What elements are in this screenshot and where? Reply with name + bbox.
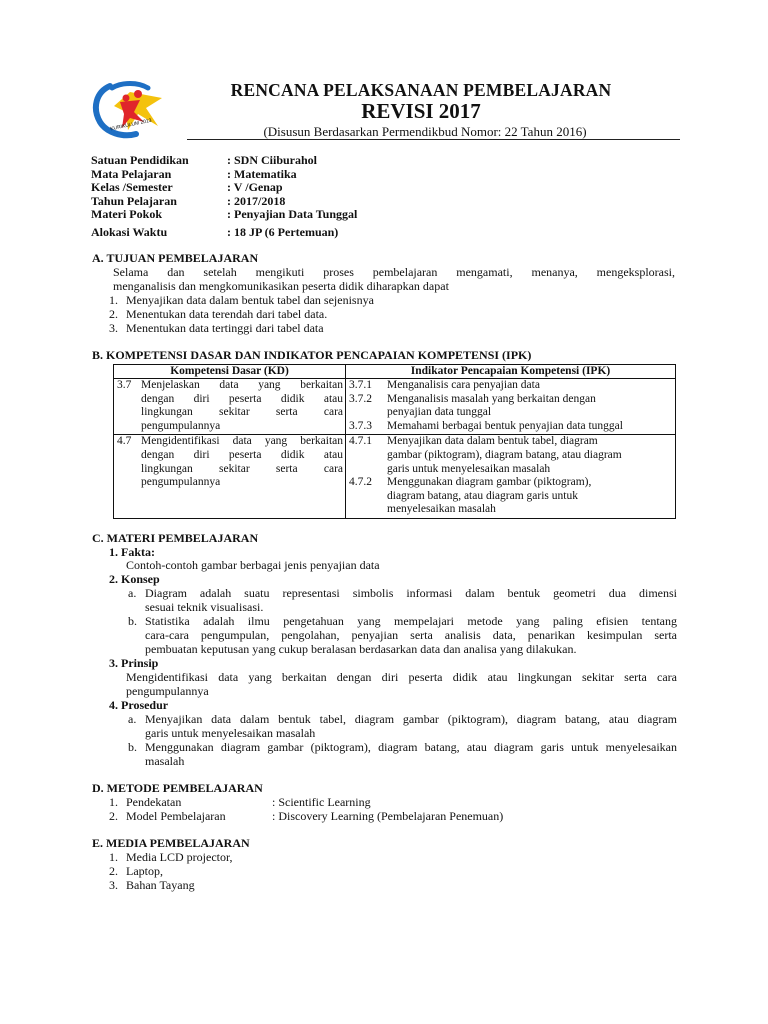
kurikulum-logo [88, 78, 172, 142]
header-divider [187, 139, 680, 140]
list-item: Media LCD projector, [126, 850, 233, 864]
ipk-line: diagram batang, atau diagram garis untuk [387, 489, 578, 502]
method-label: Pendekatan [126, 795, 182, 809]
method-value: : Discovery Learning (Pembelajaran Penemuan) [272, 809, 504, 823]
paragraph-line: Menggunakan diagram gambar (piktogram), diagram batang, atau diagram garis untuk menyelesaikan [145, 740, 677, 754]
list-letter: b. [128, 614, 137, 628]
list-letter: a. [128, 586, 137, 600]
paragraph-line: Contoh-contoh gambar berbagai jenis penyajian data [126, 558, 380, 572]
ipk-line: gambar (piktogram), diagram batang, atau diagram [387, 448, 622, 461]
list-number: 3. [109, 321, 118, 335]
list-item: Laptop, [126, 864, 163, 878]
ipk-number: 4.7.2 [349, 476, 372, 489]
list-number: 2. [109, 864, 118, 878]
ipk-line: Menganalisis masalah yang berkaitan dengan [387, 392, 596, 405]
identity-key: Kelas /Semester [91, 180, 173, 194]
ipk-cell [346, 379, 676, 435]
kd-cell [114, 435, 346, 519]
identity-value: : 18 JP (6 Pertemuan) [227, 225, 339, 239]
identity-value: : 2017/2018 [227, 193, 286, 208]
ipk-line: Menyajikan data dalam bentuk tabel, diagram [387, 435, 598, 448]
ipk-number: 3.7.1 [349, 379, 372, 391]
kd-number: 4.7 [117, 435, 132, 448]
kd-line: pengumpulannya [141, 419, 221, 432]
subsection-title: 2. Konsep [109, 572, 160, 586]
section-a-intro-line: menganalisis dan mengkomunikasikan peserta didik diharapkan dapat [113, 279, 449, 293]
list-item: Menentukan data terendah dari tabel data. [126, 307, 328, 321]
list-number: 1. [109, 850, 118, 864]
section-e-heading: E. MEDIA PEMBELAJARAN [92, 836, 250, 850]
list-number: 3. [109, 878, 118, 892]
paragraph-line: garis untuk menyelesaikan masalah [145, 726, 316, 740]
col-header-kd: Kompetensi Dasar (KD) [114, 365, 346, 379]
list-letter: a. [128, 712, 137, 726]
identity-key: Tahun Pelajaran [91, 193, 177, 208]
kd-line: lingkungan sekitar serta cara [141, 462, 343, 475]
method-value: : Scientific Learning [272, 795, 371, 809]
identity-key: Mata Pelajaran [91, 166, 172, 181]
paragraph-line: Diagram adalah suatu representasi simbolis informasi dalam bentuk geometri dua dimensi [145, 586, 677, 600]
document-title: RENCANA PELAKSANAAN PEMBELAJARAN [230, 80, 612, 100]
paragraph-line: cara-cara pengumpulan, pengolahan, penyajian serta analisis data, penarikan kesimpulan serta [145, 628, 677, 642]
identity-key: Materi Pokok [91, 207, 162, 221]
list-number: 1. [109, 795, 118, 809]
ipk-number: 4.7.1 [349, 435, 372, 448]
subsection-title: 1. Fakta: [109, 545, 155, 559]
list-number: 1. [109, 293, 118, 307]
section-a-intro-line: Selama dan setelah mengikuti proses pembelajaran mengamati, menanya, mengeksplorasi, [113, 265, 675, 279]
ipk-cell [346, 435, 676, 519]
kd-line: dengan diri peserta didik atau [141, 448, 343, 461]
paragraph-line: pengumpulannya [126, 684, 209, 698]
kd-line: Menjelaskan data yang berkaitan [141, 379, 343, 391]
identity-value: : SDN Ciiburahol [227, 153, 318, 167]
list-number: 2. [109, 307, 118, 321]
document-revision: REVISI 2017 [361, 99, 481, 123]
paragraph-line: pembuatan keputusan yang cukup beralasan berdasarkan data dan analisa yang dilakukan. [145, 642, 577, 656]
kd-line: Mengidentifikasi data yang berkaitan [141, 435, 343, 448]
table-row [114, 435, 676, 519]
identity-value: : V /Genap [227, 180, 283, 194]
section-a-heading: A. TUJUAN PEMBELAJARAN [92, 251, 259, 265]
list-item: Menyajikan data dalam bentuk tabel dan sejenisnya [126, 293, 374, 307]
table-row [114, 379, 676, 435]
ipk-line: garis untuk menyelesaikan masalah [387, 462, 551, 475]
subsection-title: 4. Prosedur [109, 698, 169, 712]
col-header-ipk: Indikator Pencapaian Kompetensi (IPK) [346, 365, 676, 379]
identity-key: Alokasi Waktu [91, 225, 168, 239]
kd-ipk-table [113, 364, 676, 519]
ipk-number: 3.7.2 [349, 392, 372, 405]
list-item: Menentukan data tertinggi dari tabel data [126, 321, 324, 335]
ipk-number: 3.7.3 [349, 419, 372, 432]
kd-cell [114, 379, 346, 435]
paragraph-line: Mengidentifikasi data yang berkaitan dengan diri peserta didik atau lingkungan sekitar serta cara [126, 670, 677, 684]
paragraph-line: Statistika adalah ilmu pengetahuan yang mempelajari metode yang paling efisien tentang [145, 614, 677, 628]
kd-number: 3.7 [117, 379, 132, 391]
identity-key: Satuan Pendidikan [91, 153, 189, 167]
section-d-heading: D. METODE PEMBELAJARAN [92, 781, 263, 795]
ipk-line: Menggunakan diagram gambar (piktogram), [387, 476, 592, 489]
ipk-line: Memahami berbagai bentuk penyajian data tunggal [387, 419, 623, 432]
document-subtitle: (Disusun Berdasarkan Permendikbud Nomor: 22 Tahun 2016) [263, 124, 587, 139]
subsection-title: 3. Prinsip [109, 656, 159, 670]
paragraph-line: Menyajikan data dalam bentuk tabel, diagram gambar (piktogram), diagram batang, atau diagram [145, 712, 677, 726]
paragraph-line: sesuai teknik visualisasi. [145, 600, 264, 614]
kd-line: lingkungan sekitar serta cara [141, 406, 343, 419]
ipk-line: penyajian data tunggal [387, 406, 492, 419]
method-label: Model Pembelajaran [126, 809, 226, 823]
ipk-line: Menganalisis cara penyajian data [387, 379, 540, 391]
list-number: 2. [109, 809, 118, 823]
kurikulum-logo-text: KURIKULUM 2013 [109, 117, 153, 133]
list-letter: b. [128, 740, 137, 754]
identity-value: : Matematika [227, 166, 297, 181]
list-item: Bahan Tayang [126, 878, 195, 892]
section-b-heading: B. KOMPETENSI DASAR DAN INDIKATOR PENCAPAIAN KOMPETENSI (IPK) [92, 348, 532, 362]
paragraph-line: masalah [145, 754, 185, 768]
table-header-row [114, 365, 676, 379]
kurikulum-logo-icon [88, 78, 172, 142]
kd-line: dengan diri peserta didik atau [141, 392, 343, 405]
kd-line: pengumpulannya [141, 476, 221, 489]
identity-value: : Penyajian Data Tunggal [227, 207, 358, 221]
section-c-heading: C. MATERI PEMBELAJARAN [92, 531, 259, 545]
ipk-line: menyelesaikan masalah [387, 503, 496, 516]
